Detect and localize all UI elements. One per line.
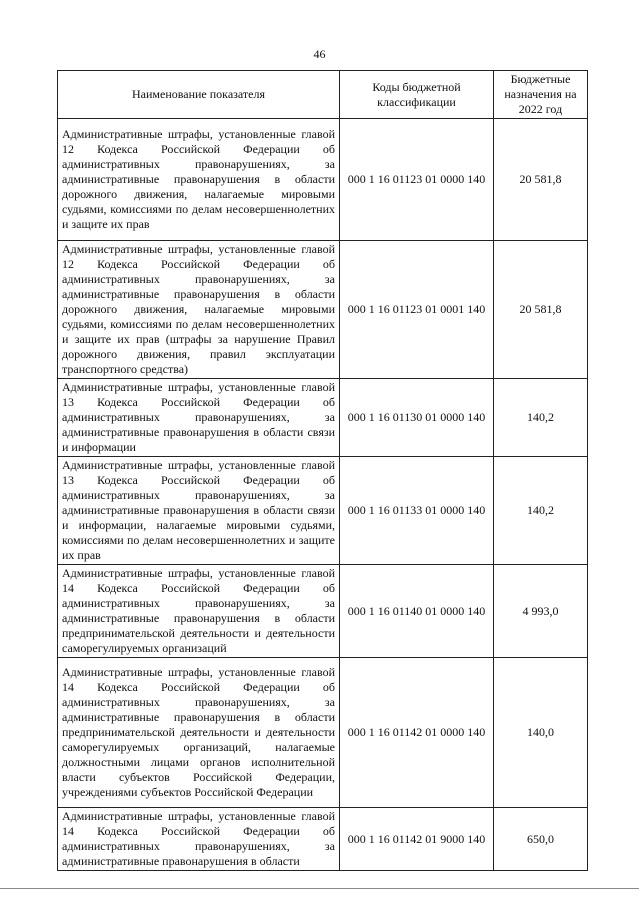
budget-value: 650,0 [494,808,588,871]
indicator-name: Административные штрафы, установленные главой 14 Кодекса Российской Федерации об административных правонарушениях, за административные правонарушения в области [58,808,340,871]
table-row [58,241,588,379]
table-row [58,658,588,808]
budget-code: 000 1 16 01130 01 0000 140 [340,379,494,457]
table-row [58,119,588,241]
table-row [58,457,588,565]
budget-code: 000 1 16 01133 01 0000 140 [340,457,494,565]
budget-code: 000 1 16 01142 01 9000 140 [340,808,494,871]
budget-value: 140,2 [494,457,588,565]
budget-code: 000 1 16 01123 01 0001 140 [340,241,494,379]
table-header-row [58,71,588,119]
budget-code: 000 1 16 01140 01 0000 140 [340,565,494,658]
indicator-name: Административные штрафы, установленные главой 13 Кодекса Российской Федерации об административных правонарушениях, за административные правонарушения в области связи и информации [58,379,340,457]
budget-value: 140,0 [494,658,588,808]
header-indicator-name: Наименование показателя [58,71,340,119]
header-budget-allocation: Бюджетные назначения на 2022 год [494,71,588,119]
page-bottom-edge [0,888,639,889]
budget-table [57,70,588,871]
table-row [58,808,588,871]
budget-value: 4 993,0 [494,565,588,658]
table-row [58,565,588,658]
table-row [58,379,588,457]
indicator-name: Административные штрафы, установленные главой 14 Кодекса Российской Федерации об административных правонарушениях, за административные правонарушения в области предпринимательской деятельности и деятельности саморегулируемых организаций [58,565,340,658]
budget-value: 140,2 [494,379,588,457]
indicator-name: Административные штрафы, установленные главой 14 Кодекса Российской Федерации об административных правонарушениях, за административные правонарушения в области предпринимательской деятельности и деятельности саморегулируемых организаций, налагаемые должностными лицами органов исполнительной власти субъектов Российской Федерации, учреждениями субъектов Российской Федерации [58,658,340,808]
budget-value: 20 581,8 [494,119,588,241]
budget-value: 20 581,8 [494,241,588,379]
indicator-name: Административные штрафы, установленные главой 12 Кодекса Российской Федерации об административных правонарушениях, за административные правонарушения в области дорожного движения, налагаемые мировыми судьями, комиссиями по делам несовершеннолетних и защите их прав (штрафы за нарушение Правил дорожного движения, правил эксплуатации транспортного средства) [58,241,340,379]
header-budget-codes: Коды бюджетной классификации [340,71,494,119]
budget-code: 000 1 16 01142 01 0000 140 [340,658,494,808]
page-number: 46 [313,47,326,61]
indicator-name: Административные штрафы, установленные главой 12 Кодекса Российской Федерации об административных правонарушениях, за административные правонарушения в области дорожного движения, налагаемые мировыми судьями, комиссиями по делам несовершеннолетних и защите их прав [58,119,340,241]
indicator-name: Административные штрафы, установленные главой 13 Кодекса Российской Федерации об административных правонарушениях, за административные правонарушения в области связи и информации, налагаемые мировыми судьями, комиссиями по делам несовершеннолетних и защите их прав [58,457,340,565]
budget-code: 000 1 16 01123 01 0000 140 [340,119,494,241]
